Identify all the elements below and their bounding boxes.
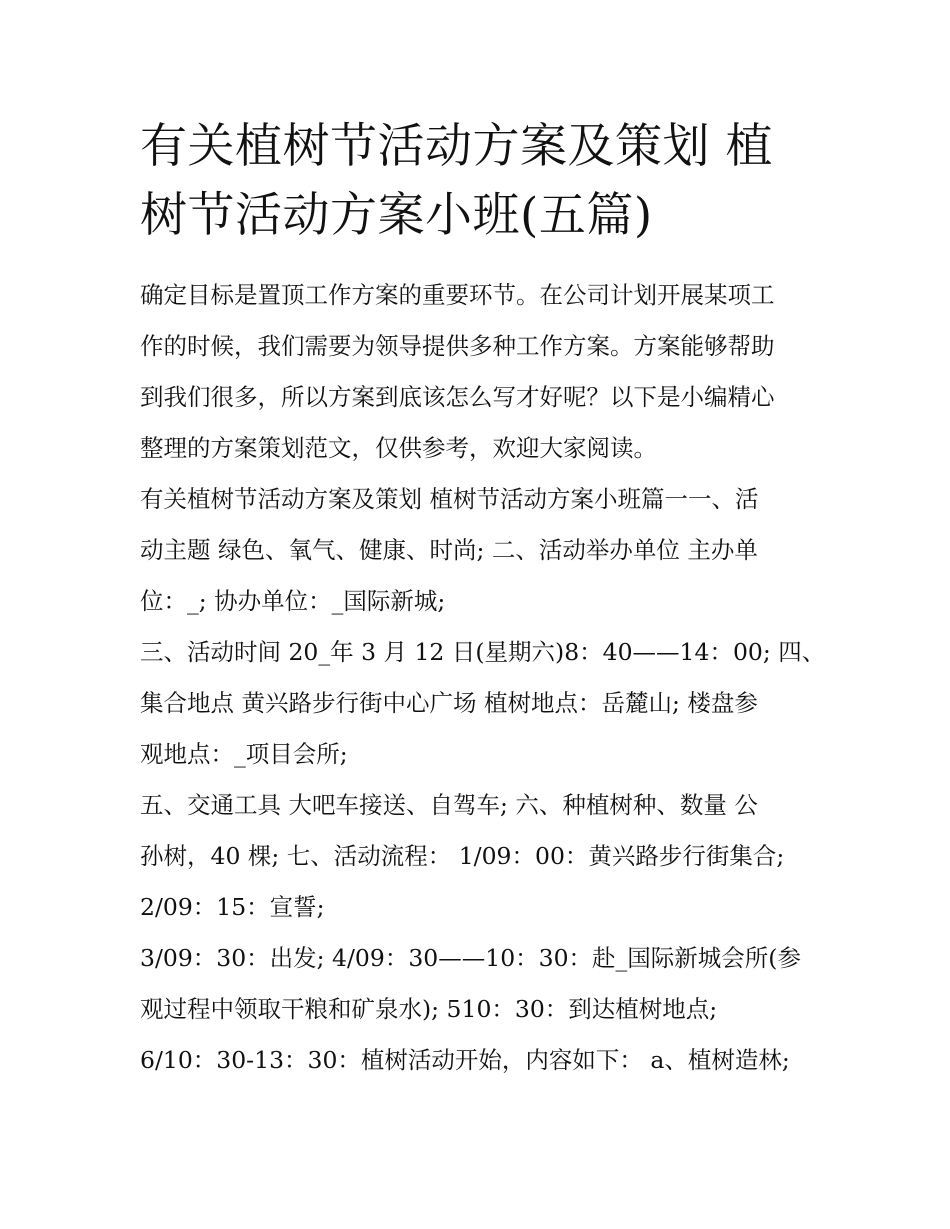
intro-paragraph bbox=[140, 270, 816, 474]
text-line: 三、活动时间 20_年 3 月 12 日(星期六)8：40——14：00; 四、 bbox=[140, 638, 826, 666]
section-paragraph bbox=[140, 780, 816, 933]
text-line: 确定目标是置顶工作方案的重要环节。在公司计划开展某项工 bbox=[140, 281, 775, 309]
text-line: 6/10：30-13：30：植树活动开始，内容如下： a、植树造林; bbox=[140, 1046, 790, 1074]
text-line: 孙树，40 棵; 七、活动流程： 1/09：00：黄兴路步行街集合; bbox=[140, 842, 785, 870]
section-paragraph bbox=[140, 627, 826, 780]
text-line: 3/09：30：出发; 4/09：30——10：30：赴_国际新城会所(参 bbox=[140, 944, 801, 972]
text-line: 动主题 绿色、氧气、健康、时尚; 二、活动举办单位 主办单 bbox=[140, 536, 758, 564]
text-line: 位：_; 协办单位：_国际新城; bbox=[140, 587, 446, 615]
text-line: 集合地点 黄兴路步行街中心广场 植树地点：岳麓山; 楼盘参 bbox=[140, 689, 758, 717]
section-paragraph bbox=[140, 933, 816, 1035]
text-line: 五、交通工具 大吧车接送、自驾车; 六、种植树种、数量 公 bbox=[140, 791, 758, 819]
text-line: 作的时候，我们需要为领导提供多种工作方案。方案能够帮助 bbox=[140, 332, 775, 360]
document-body bbox=[140, 112, 826, 1086]
text-line: 观地点：_项目会所; bbox=[140, 740, 348, 768]
section-paragraph bbox=[140, 474, 816, 627]
text-line: 到我们很多，所以方案到底该怎么写才好呢？以下是小编精心 bbox=[140, 383, 775, 411]
document-title bbox=[140, 112, 816, 250]
text-line: 观过程中领取干粮和矿泉水); 510：30：到达植树地点; bbox=[140, 995, 718, 1023]
title-line: 树节活动方案小班(五篇) bbox=[140, 188, 653, 243]
text-line: 整理的方案策划范文，仅供参考，欢迎大家阅读。 bbox=[140, 434, 657, 462]
text-line: 2/09：15：宣誓; bbox=[140, 893, 325, 921]
section-paragraph bbox=[140, 1035, 816, 1086]
text-line: 有关植树节活动方案及策划 植树节活动方案小班篇一一、活 bbox=[140, 485, 759, 513]
title-line: 有关植树节活动方案及策划 植 bbox=[140, 119, 773, 174]
